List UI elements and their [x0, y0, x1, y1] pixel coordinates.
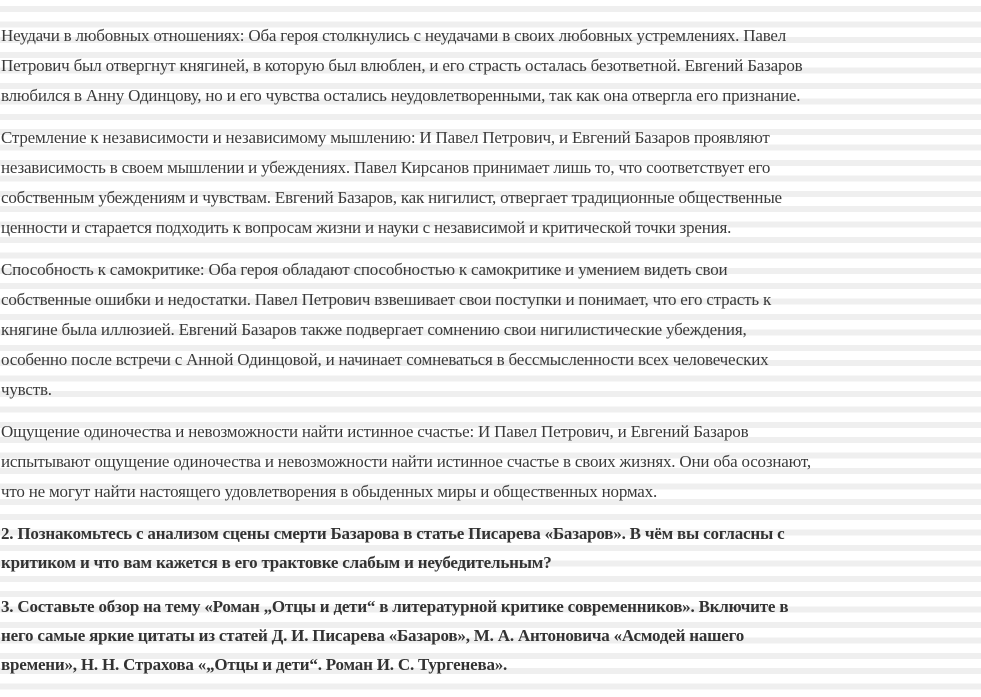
question-line: 2. Познакомьтесь с анализом сцены смерти Базарова в статье Писарева «Базаров». В чём вы согласны с	[1, 524, 785, 543]
text-line: Ощущение одиночества и невозможности найти истинное счастье: И Павел Петрович, и Евгений Базаров	[1, 422, 749, 441]
question-line: него самые яркие цитаты из статей Д. И. Писарева «Базаров», М. А. Антоновича «Асмодей нашего	[1, 626, 745, 645]
text-line: чувств.	[1, 380, 52, 399]
text-line: Стремление к независимости и независимому мышлению: И Павел Петрович, и Евгений Базаров проявляют	[1, 128, 770, 147]
paragraph-independence	[1, 123, 978, 243]
paragraph-self-criticism	[1, 255, 978, 405]
question-line: времени», Н. Н. Страхова «„Отцы и дети“. Роман И. С. Тургенева».	[1, 655, 508, 674]
paragraph-love-failures	[1, 21, 978, 111]
paragraph-loneliness	[1, 417, 978, 507]
text-line: ценности и старается подходить к вопросам жизни и науки с независимой и критической точки зрения.	[1, 218, 732, 237]
text-line: княгине была иллюзией. Евгений Базаров также подвергает сомнению свои нигилистические убеждения,	[1, 320, 747, 339]
text-line: влюбился в Анну Одинцову, но и его чувства остались неудовлетворенными, так как она отвергла его признание.	[1, 86, 801, 105]
question-line: критиком и что вам кажется в его трактовке слабым и неубедительным?	[1, 553, 552, 572]
text-line: Петрович был отвергнут княгиней, в которую был влюблен, и его страсть осталась безответной. Евгений Базаров	[1, 56, 803, 75]
text-line: Неудачи в любовных отношениях: Оба героя столкнулись с неудачами в своих любовных устремлениях. Павел	[1, 26, 787, 45]
text-line: что не могут найти настоящего удовлетворения в обыденных миры и общественных нормах.	[1, 482, 657, 501]
text-line: независимость в своем мышлении и убеждениях. Павел Кирсанов принимает лишь то, что соответствует его	[1, 158, 771, 177]
text-line: собственным убеждениям и чувствам. Евгений Базаров, как нигилист, отвергает традиционные общественные	[1, 188, 782, 207]
text-line: особенно после встречи с Анной Одинцовой, и начинает сомневаться в бессмысленности всех человеческих	[1, 350, 769, 369]
text-line: Способность к самокритике: Оба героя обладают способностью к самокритике и умением видеть свои	[1, 260, 728, 279]
question-line: 3. Составьте обзор на тему «Роман „Отцы и дети“ в литературной критике современников». Включите в	[1, 597, 789, 616]
text-line: испытывают ощущение одиночества и невозможности найти истинное счастье в своих жизнях. Они оба осознают,	[1, 452, 811, 471]
question-3	[1, 592, 978, 679]
question-2	[1, 519, 978, 577]
text-line: собственные ошибки и недостатки. Павел Петрович взвешивает свои поступки и понимает, что его страсть к	[1, 290, 772, 309]
